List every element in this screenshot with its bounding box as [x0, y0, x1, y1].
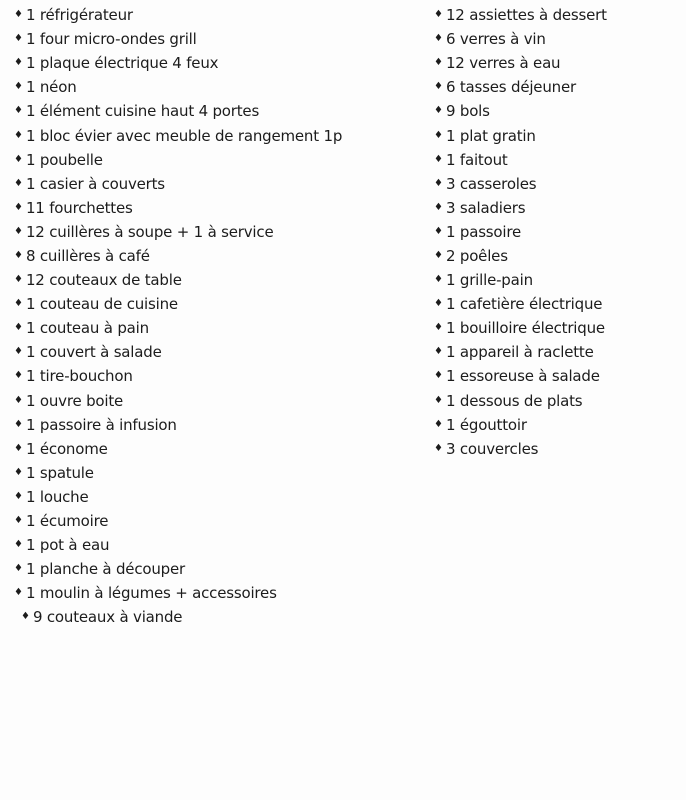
inventory-left-column: [14, 3, 414, 629]
diamond-bullet-icon: ♦: [434, 201, 443, 213]
list-item: [434, 292, 684, 316]
diamond-bullet-icon: ♦: [14, 346, 23, 358]
item-text: 9 couteaux à viande: [32, 608, 183, 627]
diamond-bullet-icon: ♦: [434, 105, 443, 117]
list-item: [14, 437, 414, 461]
diamond-bullet-icon: ♦: [14, 563, 23, 575]
item-text: 1 plat gratin: [445, 126, 536, 145]
item-text: 1 spatule: [25, 463, 94, 482]
item-text: 3 saladiers: [445, 198, 526, 217]
item-text: 1 bouilloire électrique: [445, 319, 605, 338]
diamond-bullet-icon: ♦: [434, 225, 443, 237]
diamond-bullet-icon: ♦: [434, 370, 443, 382]
list-item: [434, 268, 684, 292]
item-text: 2 poêles: [445, 246, 508, 265]
list-item: [434, 51, 684, 75]
list-item: [434, 3, 684, 27]
item-text: 12 assiettes à dessert: [445, 6, 607, 25]
diamond-bullet-icon: ♦: [14, 587, 23, 599]
item-text: 1 tire-bouchon: [25, 367, 133, 386]
list-item: [434, 99, 684, 123]
item-text: 1 cafetière électrique: [445, 295, 603, 314]
list-item: [14, 581, 414, 605]
diamond-bullet-icon: ♦: [434, 81, 443, 93]
diamond-bullet-icon: ♦: [14, 225, 23, 237]
diamond-bullet-icon: ♦: [14, 394, 23, 406]
list-item: [14, 389, 414, 413]
list-item: [14, 51, 414, 75]
diamond-bullet-icon: ♦: [434, 322, 443, 334]
item-text: 8 cuillères à café: [25, 246, 150, 265]
list-item: [14, 220, 414, 244]
item-text: 1 couteau à pain: [25, 319, 149, 338]
list-item: [434, 389, 684, 413]
list-item: [434, 172, 684, 196]
diamond-bullet-icon: ♦: [14, 490, 23, 502]
list-item: [14, 461, 414, 485]
list-item: [14, 244, 414, 268]
list-item: [434, 364, 684, 388]
diamond-bullet-icon: ♦: [434, 442, 443, 454]
item-text: 1 égouttoir: [445, 415, 527, 434]
item-text: 6 tasses déjeuner: [445, 78, 576, 97]
list-item: [14, 364, 414, 388]
diamond-bullet-icon: ♦: [14, 249, 23, 261]
diamond-bullet-icon: ♦: [14, 129, 23, 141]
item-text: 1 passoire à infusion: [25, 415, 177, 434]
list-item: [14, 196, 414, 220]
diamond-bullet-icon: ♦: [434, 129, 443, 141]
item-text: 3 couvercles: [445, 439, 539, 458]
list-item: [14, 75, 414, 99]
diamond-bullet-icon: ♦: [14, 105, 23, 117]
item-text: 1 élément cuisine haut 4 portes: [25, 102, 260, 121]
diamond-bullet-icon: ♦: [14, 322, 23, 334]
diamond-bullet-icon: ♦: [14, 153, 23, 165]
inventory-right-column: [434, 3, 684, 461]
item-text: 1 planche à découper: [25, 560, 185, 579]
diamond-bullet-icon: ♦: [434, 177, 443, 189]
list-item: [14, 605, 414, 629]
item-text: 1 appareil à raclette: [445, 343, 594, 362]
item-text: 12 verres à eau: [445, 54, 561, 73]
diamond-bullet-icon: ♦: [14, 9, 23, 21]
diamond-bullet-icon: ♦: [434, 394, 443, 406]
diamond-bullet-icon: ♦: [14, 274, 23, 286]
item-text: 1 écumoire: [25, 512, 109, 531]
diamond-bullet-icon: ♦: [14, 33, 23, 45]
list-item: [434, 437, 684, 461]
list-item: [14, 557, 414, 581]
diamond-bullet-icon: ♦: [14, 466, 23, 478]
list-item: [434, 196, 684, 220]
diamond-bullet-icon: ♦: [434, 418, 443, 430]
item-text: 3 casseroles: [445, 174, 537, 193]
diamond-bullet-icon: ♦: [434, 274, 443, 286]
item-text: 1 passoire: [445, 222, 522, 241]
diamond-bullet-icon: ♦: [434, 298, 443, 310]
list-item: [14, 27, 414, 51]
list-item: [14, 485, 414, 509]
diamond-bullet-icon: ♦: [21, 611, 30, 623]
diamond-bullet-icon: ♦: [434, 249, 443, 261]
list-item: [434, 27, 684, 51]
list-item: [14, 509, 414, 533]
item-text: 11 fourchettes: [25, 198, 133, 217]
list-item: [434, 75, 684, 99]
item-text: 1 économe: [25, 439, 108, 458]
item-text: 1 néon: [25, 78, 77, 97]
item-text: 1 ouvre boite: [25, 391, 124, 410]
item-text: 1 essoreuse à salade: [445, 367, 600, 386]
diamond-bullet-icon: ♦: [14, 539, 23, 551]
item-text: 1 couteau de cuisine: [25, 295, 178, 314]
item-text: 9 bols: [445, 102, 490, 121]
diamond-bullet-icon: ♦: [434, 57, 443, 69]
list-item: [14, 340, 414, 364]
diamond-bullet-icon: ♦: [434, 33, 443, 45]
diamond-bullet-icon: ♦: [14, 370, 23, 382]
item-text: 1 moulin à légumes + accessoires: [25, 584, 277, 603]
item-text: 1 pot à eau: [25, 536, 110, 555]
item-text: 1 plaque électrique 4 feux: [25, 54, 219, 73]
item-text: 1 louche: [25, 487, 89, 506]
item-text: 1 couvert à salade: [25, 343, 162, 362]
list-item: [14, 172, 414, 196]
item-text: 1 bloc évier avec meuble de rangement 1p: [25, 126, 343, 145]
item-text: 1 dessous de plats: [445, 391, 583, 410]
diamond-bullet-icon: ♦: [14, 418, 23, 430]
diamond-bullet-icon: ♦: [14, 177, 23, 189]
diamond-bullet-icon: ♦: [14, 201, 23, 213]
item-text: 1 poubelle: [25, 150, 103, 169]
item-text: 1 four micro-ondes grill: [25, 30, 197, 49]
list-item: [434, 220, 684, 244]
item-text: 1 faitout: [445, 150, 508, 169]
diamond-bullet-icon: ♦: [14, 57, 23, 69]
item-text: 12 couteaux de table: [25, 271, 182, 290]
list-item: [14, 99, 414, 123]
list-item: [434, 123, 684, 147]
diamond-bullet-icon: ♦: [434, 346, 443, 358]
diamond-bullet-icon: ♦: [14, 515, 23, 527]
diamond-bullet-icon: ♦: [14, 298, 23, 310]
item-text: 1 casier à couverts: [25, 174, 165, 193]
item-text: 12 cuillères à soupe + 1 à service: [25, 222, 274, 241]
item-text: 1 réfrigérateur: [25, 6, 133, 25]
diamond-bullet-icon: ♦: [14, 81, 23, 93]
item-text: 6 verres à vin: [445, 30, 546, 49]
diamond-bullet-icon: ♦: [434, 9, 443, 21]
list-item: [434, 413, 684, 437]
list-item: [434, 316, 684, 340]
list-item: [14, 268, 414, 292]
list-item: [14, 533, 414, 557]
list-item: [14, 148, 414, 172]
list-item: [14, 123, 414, 147]
list-item: [14, 292, 414, 316]
list-item: [14, 3, 414, 27]
list-item: [434, 244, 684, 268]
diamond-bullet-icon: ♦: [434, 153, 443, 165]
list-item: [14, 316, 414, 340]
diamond-bullet-icon: ♦: [14, 442, 23, 454]
list-item: [434, 340, 684, 364]
list-item: [14, 413, 414, 437]
item-text: 1 grille-pain: [445, 271, 533, 290]
list-item: [434, 148, 684, 172]
